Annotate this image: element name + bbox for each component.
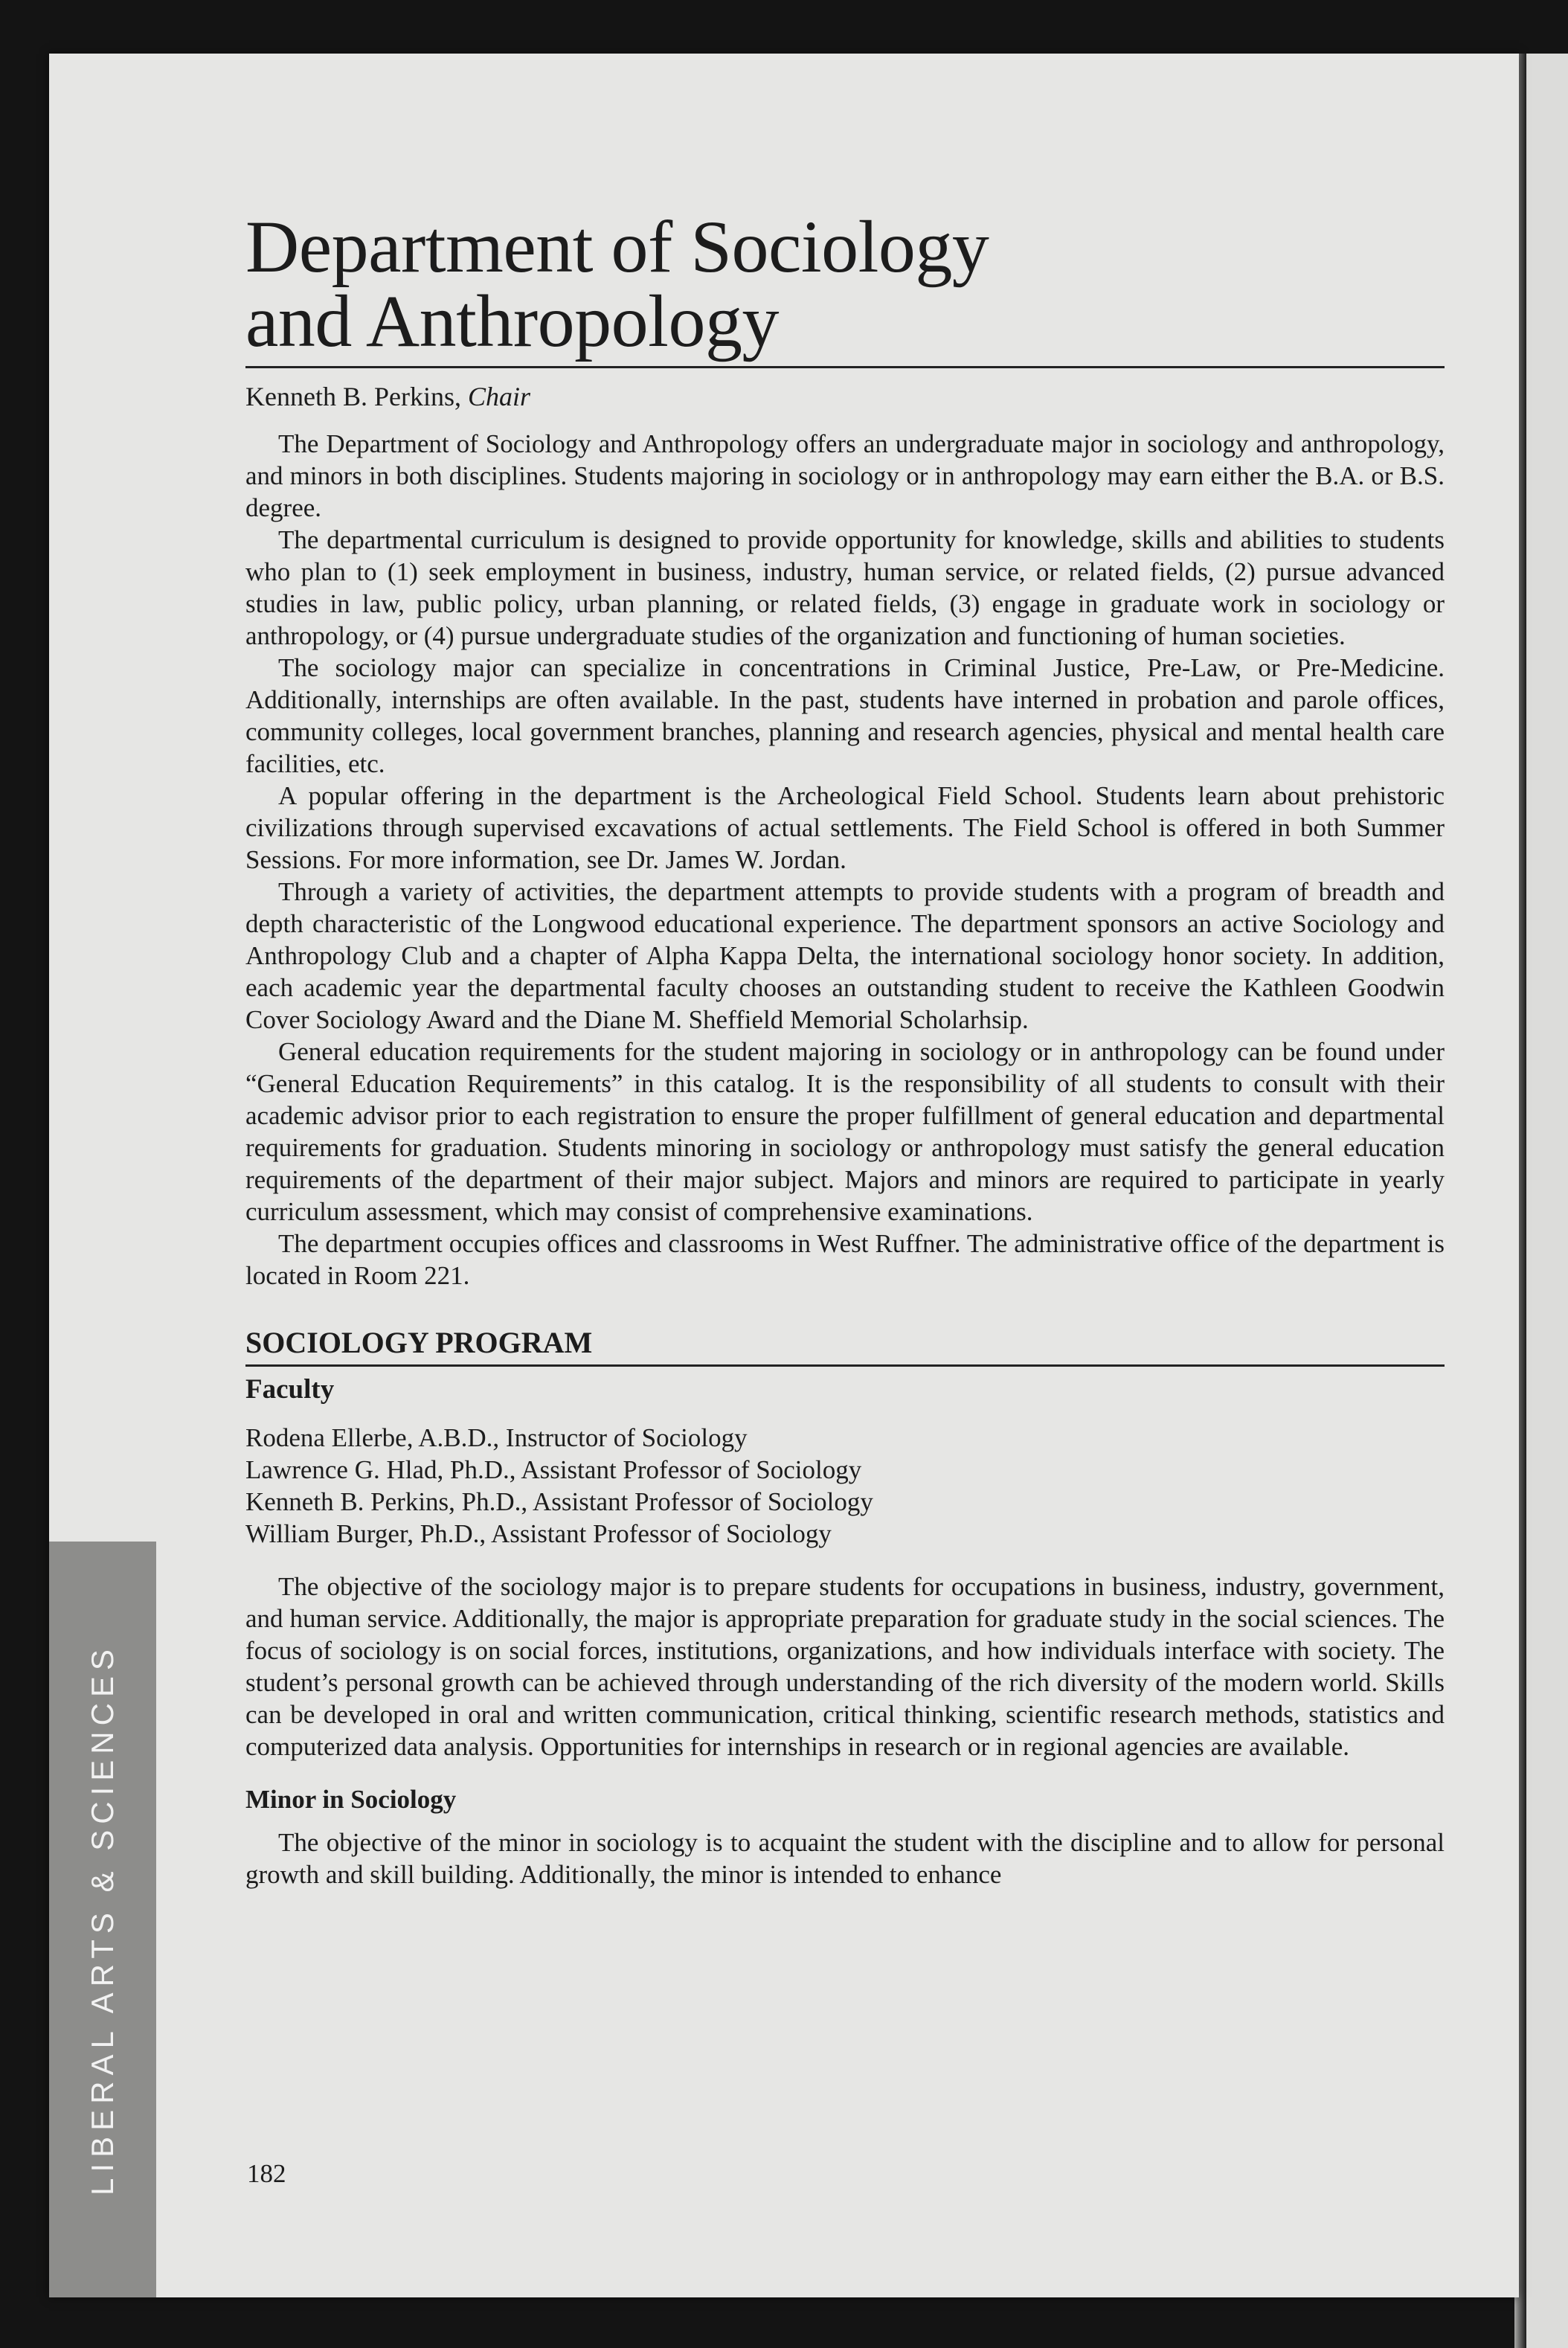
page-title xyxy=(245,205,1101,362)
chair-role: Chair xyxy=(467,382,530,411)
intro-paragraph: The Department of Sociology and Anthropology offers an undergraduate major in sociology and anthropology, and minors in both disciplines. Students majoring in sociology or in anthropology may earn either the B.A. or B.S. degree. xyxy=(245,429,1445,522)
faculty-member: Lawrence G. Hlad, Ph.D., Assistant Professor of Sociology xyxy=(245,1455,862,1484)
title-line-2: and Anthropology xyxy=(245,280,779,362)
intro-paragraph: The sociology major can specialize in concentrations in Criminal Justice, Pre-Law, or Pre-Medicine. Additionally, internships are often available. In the past, students have interned in probation and parole offices, community colleges, local government branches, planning and research agencies, physical and mental health care facilities, etc. xyxy=(245,653,1445,778)
major-objective: The objective of the sociology major is to prepare students for occupations in business, industry, government, and human service. Additionally, the major is appropriate preparation for graduate study in the social sciences. The focus of sociology is on social forces, institutions, organizations, and how individuals interface with society. The student’s personal growth can be achieved through understanding of the rich diversity of the modern world. Skills can be developed in oral and written communication, critical thinking, scientific research methods, statistics and computerized data analysis. Opportunities for internships in research or in regional agencies are available. xyxy=(245,1572,1445,1761)
intro-paragraph: The department occupies offices and classrooms in West Ruffner. The administrative office of the department is located in Room 221. xyxy=(245,1229,1445,1290)
adjacent-page-edge xyxy=(1526,54,1568,2348)
title-rule xyxy=(245,366,1445,368)
title-line-1: Department of Sociology xyxy=(245,205,989,288)
faculty-member: Rodena Ellerbe, A.B.D., Instructor of Sociology xyxy=(245,1423,748,1452)
intro-paragraph: General education requirements for the student majoring in sociology or in anthropology can be found under “General Education Requirements” in this catalog. It is the responsibility of all students to consult with their academic advisor prior to each registration to ensure the proper fulfillment of general education and departmental requirements for graduation. Students minoring in sociology or anthropology must satisfy the general education requirements of the department of their major subject. Majors and minors are required to participate in yearly curriculum assessment, which may consist of comprehensive examinations. xyxy=(245,1037,1445,1226)
minor-description: The objective of the minor in sociology is to acquaint the student with the discipline and to allow for personal growth and skill building. Additionally, the minor is intended to enhance xyxy=(245,1828,1445,1889)
intro-paragraph: The departmental curriculum is designed to provide opportunity for knowledge, skills and abilities to students who plan to (1) seek employment in business, industry, human service, or related fields, (2) pursue advanced studies in law, public policy, urban planning, or related fields, (3) engage in graduate work in sociology or anthropology, or (4) pursue undergraduate studies of the organization and functioning of human societies. xyxy=(245,525,1445,650)
intro-section xyxy=(245,428,1445,1292)
intro-paragraph: A popular offering in the department is the Archeological Field School. Students learn about prehistoric civilizations through supervised excavations of actual settlements. The Field School is offered in both Summer Sessions. For more information, see Dr. James W. Jordan. xyxy=(245,781,1445,874)
intro-paragraph: Through a variety of activities, the department attempts to provide students with a program of breadth and depth characteristic of the Longwood educational experience. The department sponsors an active Sociology and Anthropology Club and a chapter of Alpha Kappa Delta, the international sociology honor society. In addition, each academic year the departmental faculty chooses an outstanding student to receive the Kathleen Goodwin Cover Sociology Award and the Diane M. Sheffield Memorial Scholarhsip. xyxy=(245,877,1445,1034)
chair-name: Kenneth B. Perkins, xyxy=(245,382,461,411)
department-chair xyxy=(245,380,1445,413)
section-tab-label: LIBERAL ARTS & SCIENCES xyxy=(85,1643,120,2195)
faculty-member: William Burger, Ph.D., Assistant Professor of Sociology xyxy=(245,1519,832,1548)
faculty-member: Kenneth B. Perkins, Ph.D., Assistant Professor of Sociology xyxy=(245,1487,873,1516)
page-content xyxy=(245,205,1445,1890)
page-number: 182 xyxy=(247,2159,286,2188)
minor-heading: Minor in Sociology xyxy=(245,1785,457,1814)
faculty-heading: Faculty xyxy=(245,1374,335,1405)
faculty-list xyxy=(245,1422,1445,1550)
program-heading: SOCIOLOGY PROGRAM xyxy=(245,1326,593,1359)
program-rule xyxy=(245,1364,1445,1367)
